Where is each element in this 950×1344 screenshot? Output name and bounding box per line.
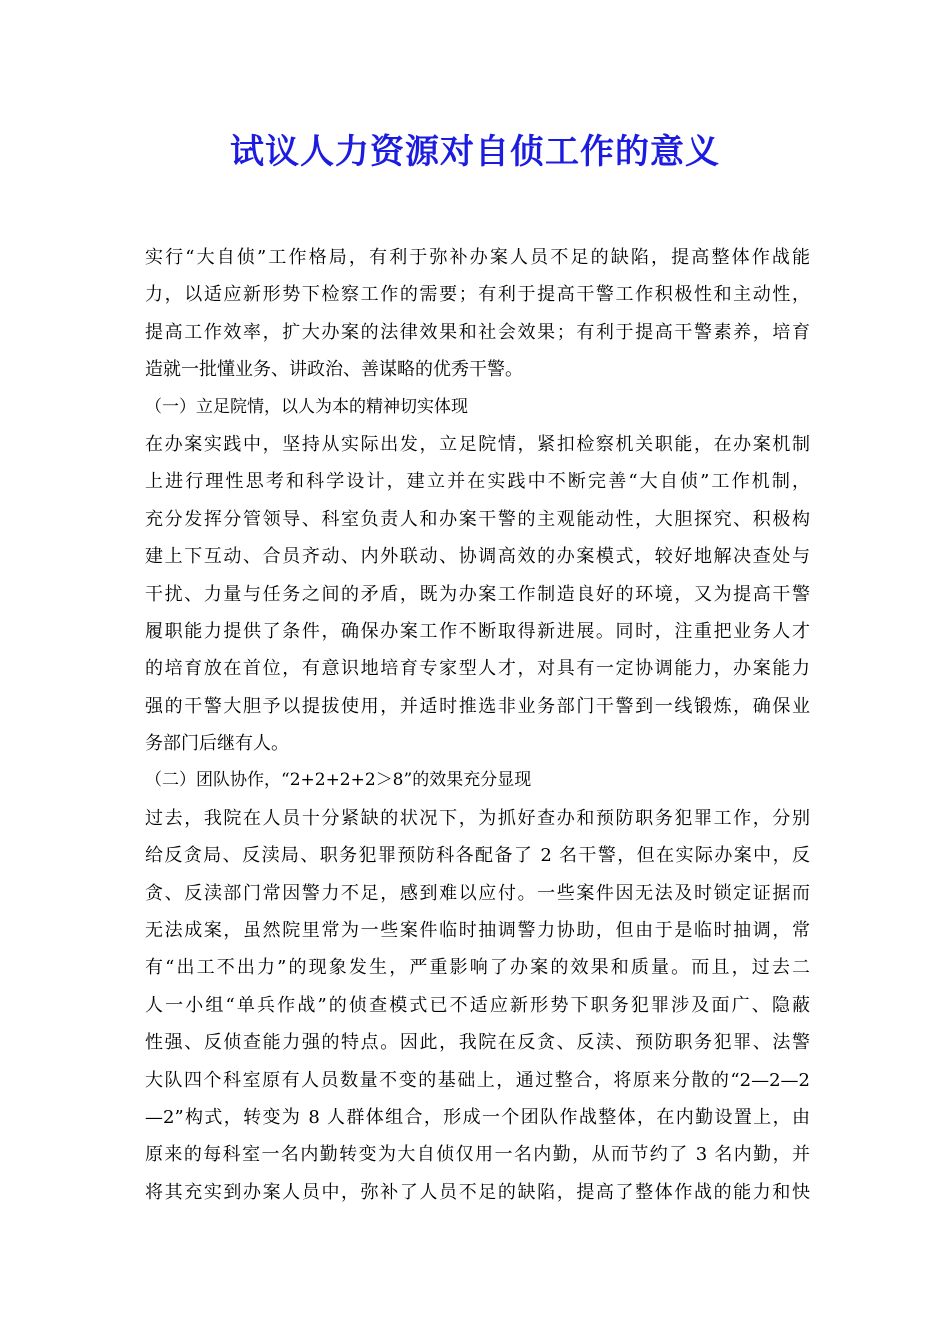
body-line: 力，以适应新形势下检察工作的需要；有利于提高干警工作积极性和主动性， bbox=[145, 284, 810, 306]
body-line: 原来的每科室一名内勤转变为大自侦仅用一名内勤，从而节约了 3 名内勤，并 bbox=[145, 1144, 810, 1166]
body-line: 过去，我院在人员十分紧缺的状况下，为抓好查办和预防职务犯罪工作，分别 bbox=[145, 807, 810, 829]
body-line: 在办案实践中，坚持从实际出发，立足院情，紧扣检察机关职能，在办案机制 bbox=[145, 433, 810, 455]
body-line: 建上下互动、合员齐动、内外联动、协调高效的办案模式，较好地解决查处与 bbox=[145, 546, 810, 568]
body-line: 履职能力提供了条件，确保办案工作不断取得新进展。同时，注重把业务人才 bbox=[145, 620, 810, 642]
body-line: 性强、反侦查能力强的特点。因此，我院在反贪、反渎、预防职务犯罪、法警 bbox=[145, 1032, 810, 1054]
body-line: 上进行理性思考和科学设计，建立并在实践中不断完善“大自侦”工作机制， bbox=[145, 471, 810, 493]
body-line: 人一小组“单兵作战”的侦查模式已不适应新形势下职务犯罪涉及面广、隐蔽 bbox=[145, 994, 810, 1016]
document-body bbox=[145, 239, 810, 1211]
body-line: 的培育放在首位，有意识地培育专家型人才，对具有一定协调能力，办案能力 bbox=[145, 658, 810, 680]
body-line: 有“出工不出力”的现象发生，严重影响了办案的效果和质量。而且，过去二 bbox=[145, 957, 810, 979]
section-heading: （二）团队协作，“2+2+2+2＞8”的效果充分显现 bbox=[145, 770, 532, 791]
body-line: 贪、反渎部门常因警力不足，感到难以应付。一些案件因无法及时锁定证据而 bbox=[145, 882, 810, 904]
document-title: 试议人力资源对自侦工作的意义 bbox=[230, 132, 720, 172]
body-line: 充分发挥分管领导、科室负责人和办案干警的主观能动性，大胆探究、积极构 bbox=[145, 508, 810, 530]
body-line: 强的干警大胆予以提拔使用，并适时推选非业务部门干警到一线锻炼，确保业 bbox=[145, 695, 810, 717]
body-line: 将其充实到办案人员中，弥补了人员不足的缺陷，提高了整体作战的能力和快 bbox=[145, 1181, 810, 1203]
body-line: 干扰、力量与任务之间的矛盾，既为办案工作制造良好的环境，又为提高干警 bbox=[145, 583, 810, 605]
body-line: 造就一批懂业务、讲政治、善谋略的优秀干警。 bbox=[145, 359, 523, 381]
body-line: 给反贪局、反渎局、职务犯罪预防科各配备了 2 名干警，但在实际办案中，反 bbox=[145, 845, 810, 867]
body-line: 大队四个科室原有人员数量不变的基础上，通过整合，将原来分散的“2—2—2 bbox=[145, 1069, 810, 1091]
body-line: 务部门后继有人。 bbox=[145, 733, 289, 755]
section-heading: （一）立足院情，以人为本的精神切实体现 bbox=[145, 396, 468, 417]
body-line: 实行“大自侦”工作格局，有利于弥补办案人员不足的缺陷，提高整体作战能 bbox=[145, 247, 810, 268]
body-line: 无法成案，虽然院里常为一些案件临时抽调警力协助，但由于是临时抽调，常 bbox=[145, 920, 810, 942]
body-line: —2”构式，转变为 8 人群体组合，形成一个团队作战整体，在内勤设置上，由 bbox=[145, 1106, 810, 1128]
body-line: 提高工作效率，扩大办案的法律效果和社会效果；有利于提高干警素养，培育 bbox=[145, 321, 810, 343]
